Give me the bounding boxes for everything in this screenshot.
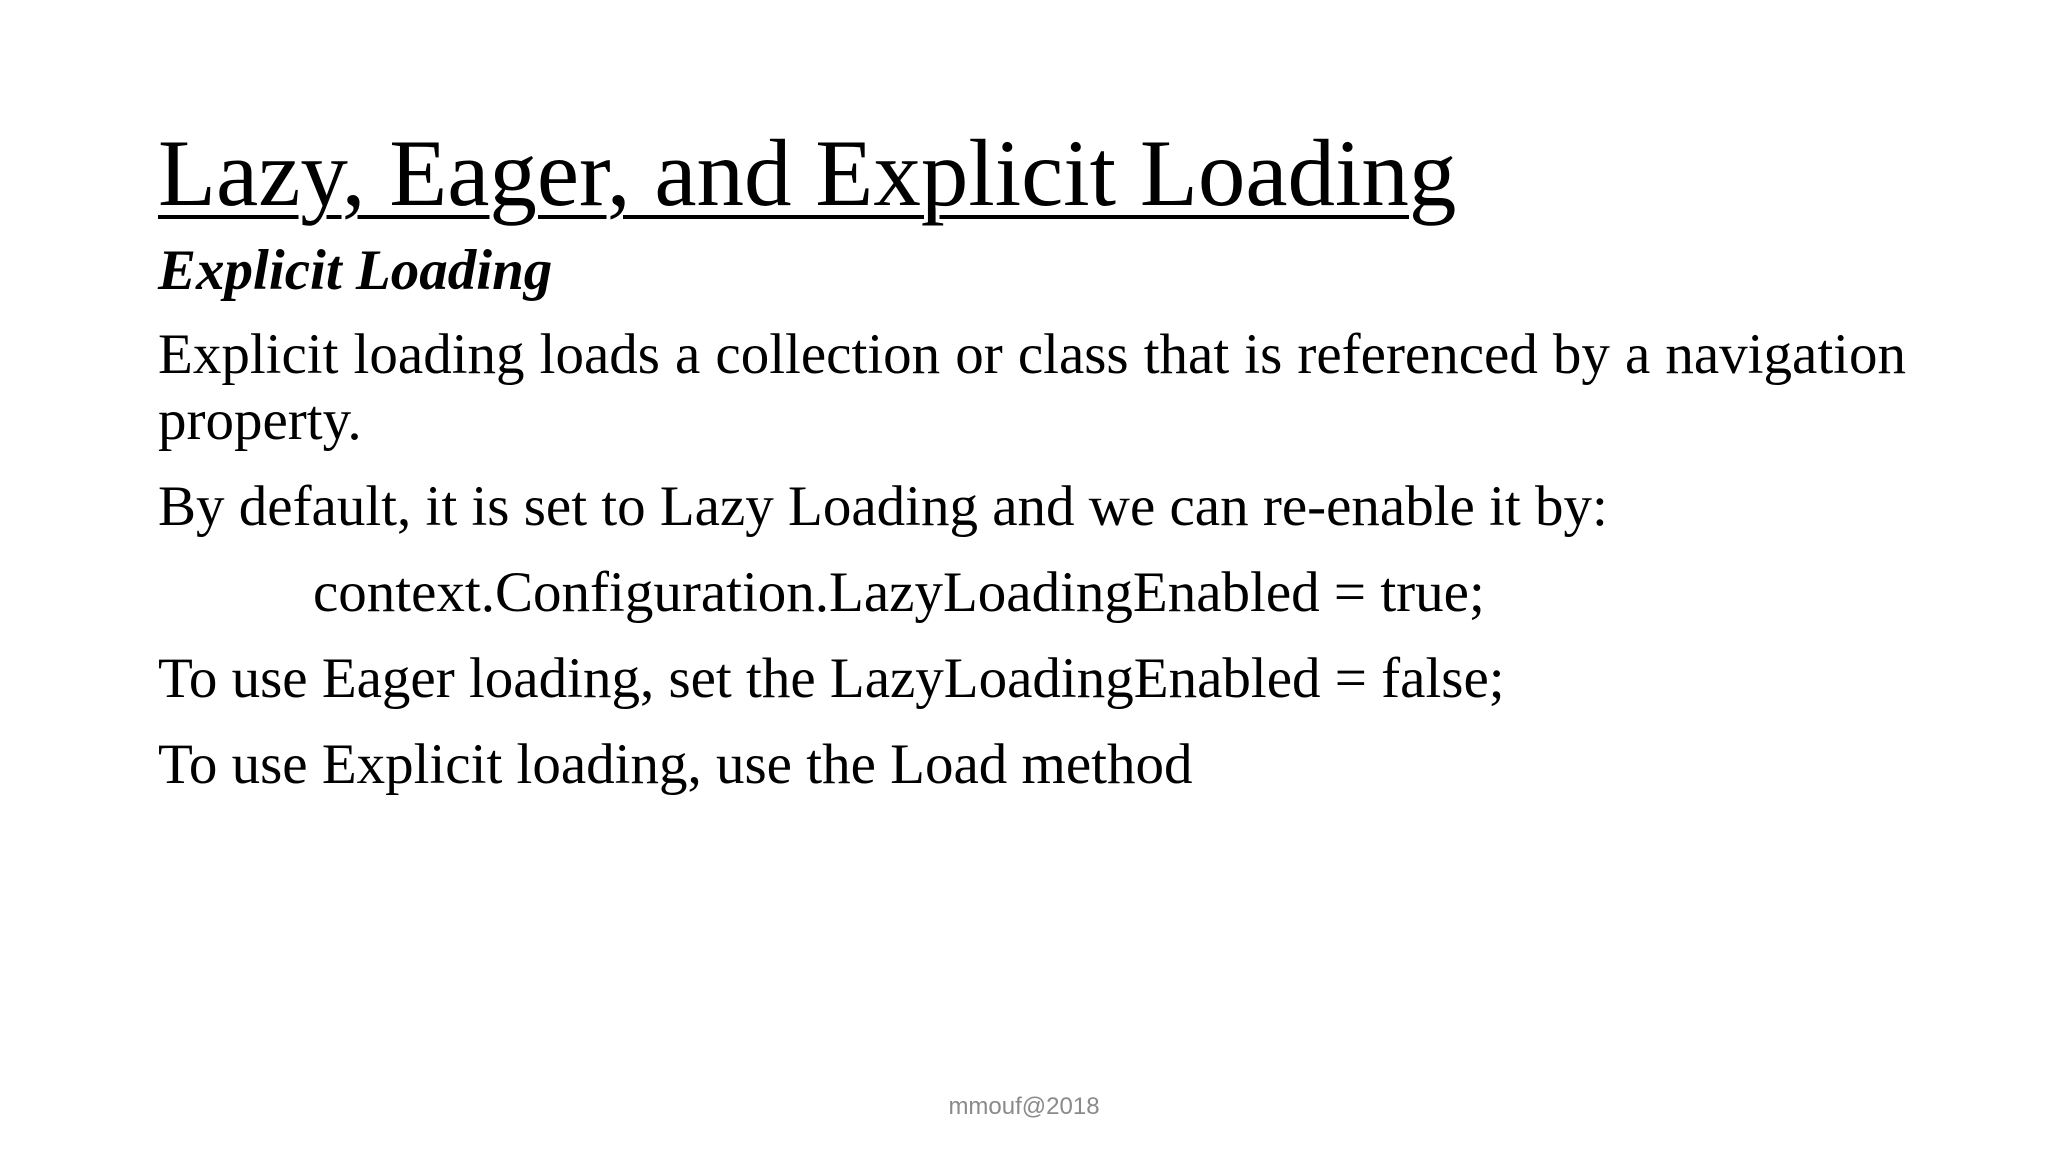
eager-loading-paragraph: To use Eager loading, set the LazyLoadingEnabled = false; bbox=[158, 647, 1505, 710]
slide-body bbox=[158, 238, 1906, 818]
default-setting-paragraph: By default, it is set to Lazy Loading and we can re-enable it by: bbox=[158, 475, 1608, 538]
definition-paragraph: Explicit loading loads a collection or class that is referenced by a navigation property. bbox=[158, 323, 1906, 452]
section-subheading: Explicit Loading bbox=[158, 239, 553, 302]
code-snippet-line: context.Configuration.LazyLoadingEnabled = true; bbox=[313, 561, 1485, 624]
explicit-loading-paragraph: To use Explicit loading, use the Load method bbox=[158, 733, 1193, 796]
slide-title: Lazy, Eager, and Explicit Loading bbox=[158, 120, 1457, 226]
slide-footer: mmouf@2018 bbox=[948, 1093, 1100, 1120]
